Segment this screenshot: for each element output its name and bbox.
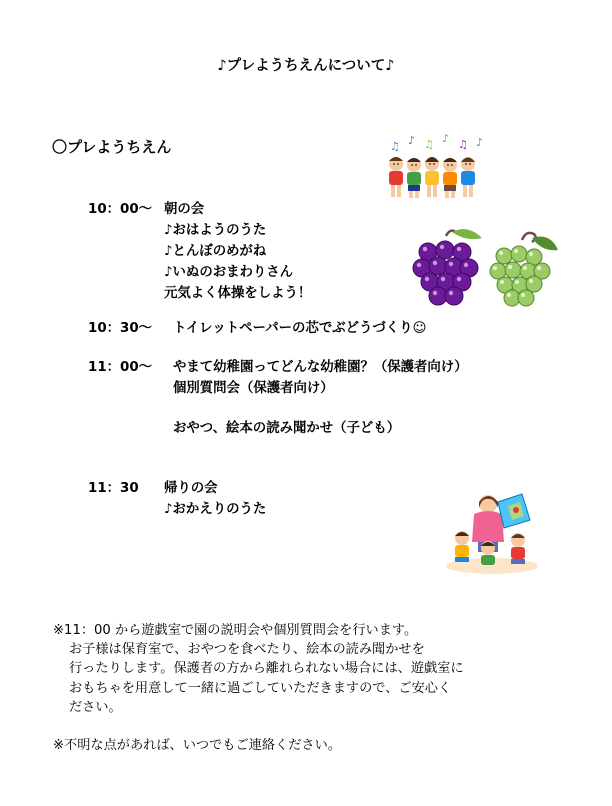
section-heading: 〇プレようちえん [52, 138, 172, 156]
song-item: ♪いぬのおまわりさん [164, 265, 294, 280]
schedule-item: 朝の会 [164, 202, 205, 217]
singing-children-illustration [386, 134, 492, 202]
schedule-time: 10：30～ [88, 321, 153, 336]
song-item: ♪とんぼのめがね [164, 244, 267, 259]
song-item: ♪おかえりのうた [164, 502, 267, 517]
note-line: おもちゃを用意して一緒に過ごしていただきますので、ご安心く [69, 680, 452, 696]
svg-text:♫: ♫ [390, 140, 400, 153]
schedule-item: おやつ、絵本の読み聞かせ（子ども） [173, 421, 401, 436]
schedule-item: 帰りの会 [164, 481, 218, 496]
svg-text:♫: ♫ [424, 138, 434, 151]
page-title: ♪プレようちえんについて♪ [217, 58, 395, 74]
schedule-time: 10：00～ [88, 202, 153, 217]
notes [53, 621, 464, 755]
schedule-item: トイレットペーパーの芯でぶどうづくり☺ [173, 321, 427, 336]
svg-text:♪: ♪ [476, 136, 484, 149]
grapes-illustration [412, 226, 562, 310]
teacher-reading-to-children-illustration [444, 490, 540, 576]
schedule-time: 11：00～ [88, 360, 153, 375]
schedule-item: 元気よく体操をしよう！ [164, 286, 312, 301]
note-line: 行ったりします。保護者の方から離れられない場合には、遊戯室に [69, 661, 464, 677]
svg-text:♪: ♪ [442, 134, 450, 145]
note-line: ※不明な点があれば、いつでもご連絡ください。 [53, 738, 341, 754]
schedule-item: 個別質問会（保護者向け） [173, 381, 334, 396]
svg-text:♫: ♫ [458, 138, 468, 151]
schedule-item: やまて幼稚園ってどんな幼稚園？（保護者向け） [173, 360, 468, 375]
note-line: ※11：00 から遊戯室で園の説明会や個別質問会を行います。 [53, 623, 418, 638]
note-line: お子様は保育室で、おやつを食べたり、絵本の読み聞かせを [69, 642, 425, 658]
schedule-time: 11：30 [88, 481, 139, 496]
svg-text:♪: ♪ [408, 134, 416, 147]
note-line: ださい。 [69, 699, 122, 715]
song-item: ♪おはようのうた [164, 223, 267, 238]
